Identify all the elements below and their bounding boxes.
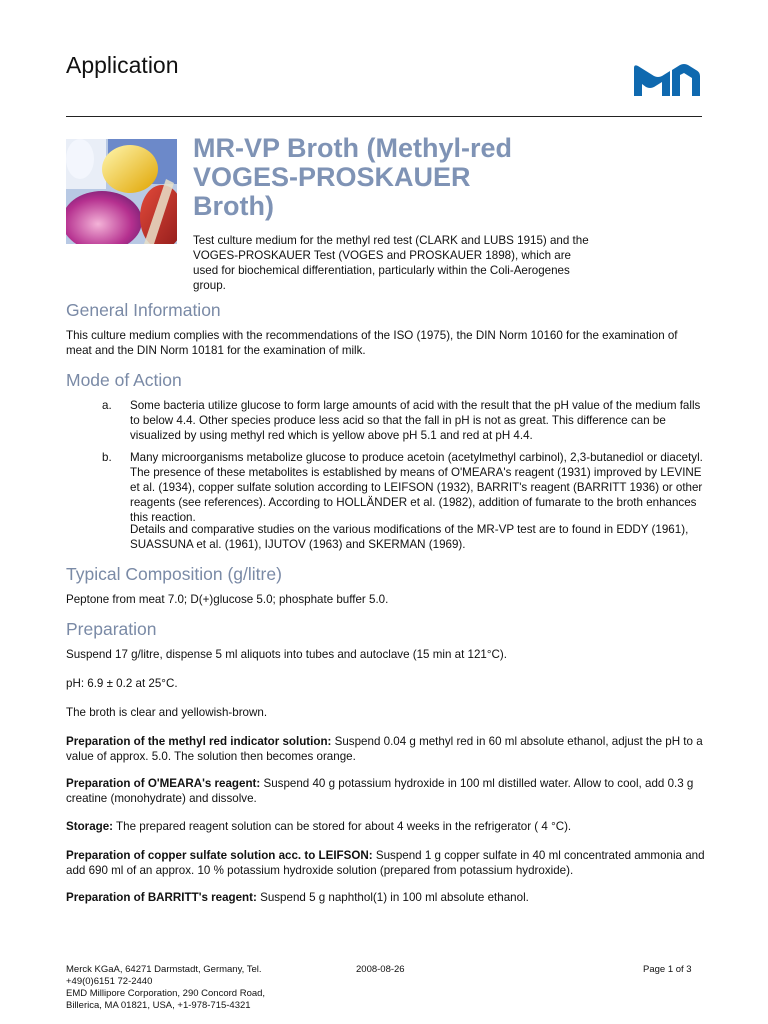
page-header-title: Application [66, 52, 179, 78]
list-marker: a. [102, 399, 112, 412]
copper-sulfate-preparation [66, 848, 706, 878]
list-marker: b. [102, 451, 112, 464]
barritt-preparation [66, 890, 706, 905]
footer-address [66, 964, 265, 1012]
footer-address-line: EMD Millipore Corporation, 290 Concord Road, [66, 988, 266, 999]
section-heading-preparation: Preparation [66, 619, 157, 639]
list-item: Many microorganisms metabolize glucose to produce acetoin (acetylmethyl carbinol), 2,3-butanediol or diacetyl. The presence of these metabolites is established by means of O'MEARA's reagent (1931) improved by LEVINE et al. (1934), copper sulfate solution according to LEIFSON (1932), BARRIT's reagent (BARRITT 1936) or other reagents (see references). According to HOLLÄNDER et al. (1982), addition of fumarate to the broth enhances this reaction. [130, 451, 703, 524]
list-item: Some bacteria utilize glucose to form large amounts of acid with the result that the pH value of the medium falls to below 4.4. Other species produce less acid so that the fall in pH is not as great. This difference can be visualized by using methyl red which is yellow above pH 5.1 and red at pH 4.4. [130, 399, 701, 442]
footer-page-number: Page 1 of 3 [643, 964, 692, 975]
preparation-appearance: The broth is clear and yellowish-brown. [66, 706, 268, 719]
footer-address-line: Merck KGaA, 64271 Darmstadt, Germany, Tel. [66, 964, 262, 975]
methyl-red-text: Suspend 0.04 g methyl red in 60 ml absolute ethanol, adjust the pH to a value of approx. 5.0. The solution then becomes orange. [66, 735, 703, 763]
omeara-text: Suspend 40 g potassium hydroxide in 100 ml distilled water. Allow to cool, add 0.3 g creatine (monohydrate) and dissolve. [66, 777, 694, 805]
header-divider [66, 116, 702, 117]
methyl-red-label: Preparation of the methyl red indicator solution: [66, 735, 332, 748]
methyl-red-preparation [66, 734, 706, 764]
section-heading-composition: Typical Composition (g/litre) [66, 564, 282, 584]
culture-media-photo [66, 139, 177, 244]
storage-text: The prepared reagent solution can be stored for about 4 weeks in the refrigerator ( 4 °C). [113, 820, 572, 833]
omeara-preparation [66, 776, 706, 806]
storage-note [66, 819, 706, 834]
storage-label: Storage: [66, 820, 114, 833]
omeara-label: Preparation of O'MEARA's reagent: [66, 777, 261, 790]
section-heading-general: General Information [66, 300, 221, 320]
intro-paragraph: Test culture medium for the methyl red test (CLARK and LUBS 1915) and the VOGES-PROSKAUER Test (VOGES and PROSKAUER 1898), which are used for biochemical differentiation, particularly within the Coli-Aerogenes group. [193, 234, 589, 292]
copper-label: Preparation of copper sulfate solution acc. to LEIFSON: [66, 849, 373, 862]
list-item-continuation: Details and comparative studies on the various modifications of the MR-VP test are to found in EDDY (1961), SUASSUNA et al. (1961), IJUTOV (1963) and SKERMAN (1969). [130, 523, 689, 551]
footer-address-line: Billerica, MA 01821, USA, +1-978-715-4321 [66, 1000, 251, 1011]
merck-logo-icon [632, 62, 702, 98]
composition-text: Peptone from meat 7.0; D(+)glucose 5.0; phosphate buffer 5.0. [66, 593, 389, 606]
section-heading-mode: Mode of Action [66, 370, 182, 390]
copper-text: Suspend 1 g copper sulfate in 40 ml concentrated ammonia and add 690 ml of an approx. 10 % potassium hydroxide solution (prepared from potassium hydroxide). [66, 849, 705, 877]
footer-date: 2008-08-26 [356, 964, 405, 975]
general-info-text: This culture medium complies with the recommendations of the ISO (1975), the DIN Norm 10160 for the examination of meat and the DIN Norm 10181 for the examination of milk. [66, 329, 678, 357]
document-title: MR-VP Broth (Methyl-red VOGES-PROSKAUER Broth) [193, 133, 513, 221]
barritt-label: Preparation of BARRITT's reagent: [66, 891, 257, 904]
preparation-step: Suspend 17 g/litre, dispense 5 ml aliquots into tubes and autoclave (15 min at 121°C). [66, 648, 507, 661]
footer-address-line: +49(0)6151 72-2440 [66, 976, 153, 987]
preparation-ph: pH: 6.9 ± 0.2 at 25°C. [66, 677, 178, 690]
barritt-text: Suspend 5 g naphthol(1) in 100 ml absolute ethanol. [256, 891, 529, 904]
